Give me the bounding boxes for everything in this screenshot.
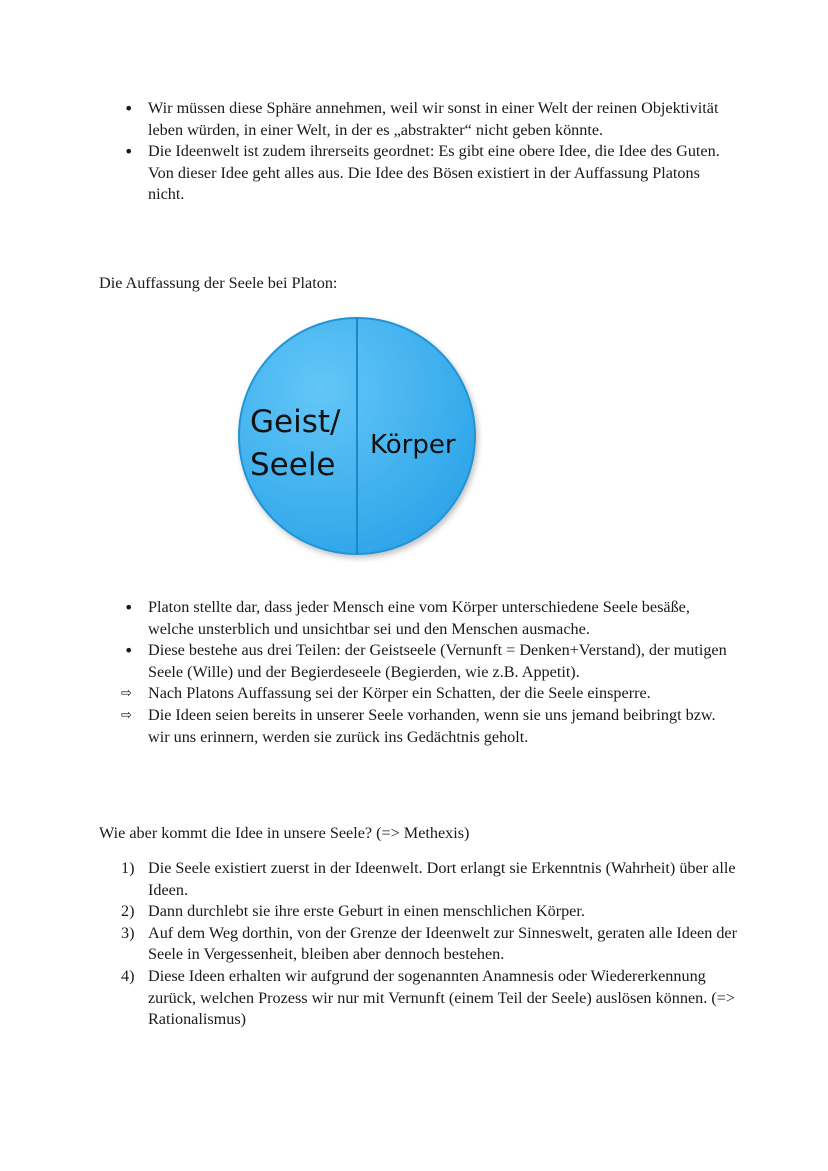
step-number: 3) [121,923,135,942]
list-item [0,705,828,748]
soul-heading: Die Auffassung der Seele bei Platon: [99,274,338,292]
list-item-text: Die Ideen seien bereits in unserer Seele vorhanden, wenn sie uns jemand beibringt bzw. wir uns erinnern, werden sie zurück ins Gedächtnis geholt. [148,705,716,746]
step-number: 4) [121,966,135,985]
diagram-left-label-line2: Seele [250,447,336,483]
list-item-text: Nach Platons Auffassung sei der Körper ein Schatten, der die Seele einsperre. [148,684,651,703]
list-item [0,683,828,705]
list-item-text: Wir müssen diese Sphäre annehmen, weil wir sonst in einer Welt der reinen Objektivität leben würden, in einer Welt, in der es „abstrakter“ nicht geben könnte. [148,99,719,139]
list-item [0,98,828,141]
diagram-right-label: Körper [370,430,456,460]
step-text: Die Seele existiert zuerst in der Ideenwelt. Dort erlangt sie Erkenntnis (Wahrheit) über alle Ideen. [148,859,736,899]
list-item [0,141,828,206]
list-item-text: Die Ideenwelt ist zudem ihrerseits geordnet: Es gibt eine obere Idee, die Idee des Guten. Von dieser Idee geht alles aus. Die Idee des Bösen existiert in der Auffassung Platons nicht. [148,142,720,204]
methexis-steps-list [0,858,828,1031]
list-item-text: Diese bestehe aus drei Teilen: der Geistseele (Vernunft = Denken+Verstand), der mutigen Seele (Wille) und der Begierdeseele (Begierden, wie z.B. Appetit). [148,641,727,681]
step-item [0,966,828,1031]
step-item [0,901,828,923]
bullet-icon: • [124,142,134,162]
bullet-icon: • [124,99,134,118]
diagram-left-label-line1: Geist/ [250,404,341,440]
step-text: Diese Ideen erhalten wir aufgrund der sogenannten Anamnesis oder Wiedererkennung zurück, welchen Prozess wir nur mit Vernunft (einem Teil der Seele) auslösen können. (=> Rationalismus) [148,966,735,1029]
step-text: Dann durchlebt sie ihre erste Geburt in einen menschlichen Körper. [148,902,585,921]
soul-body-diagram [232,312,482,562]
step-number: 2) [121,902,135,921]
soul-points-list [0,597,828,748]
bullet-icon: • [124,598,134,617]
methexis-heading: Wie aber kommt die Idee in unsere Seele? (=> Methexis) [99,824,470,842]
step-item [0,858,828,901]
step-item [0,923,828,966]
arrow-right-icon: ⇨ [121,707,132,723]
step-number: 1) [121,859,135,877]
intro-bullet-list [0,98,828,206]
arrow-right-icon: ⇨ [121,686,132,702]
bullet-icon: • [124,641,134,661]
list-item [0,640,828,683]
list-item [0,597,828,640]
list-item-text: Platon stellte dar, dass jeder Mensch eine vom Körper unterschiedene Seele besäße, welche unsterblich und unsichtbar sei und den Menschen ausmache. [148,598,690,638]
step-text: Auf dem Weg dorthin, von der Grenze der Ideenwelt zur Sinneswelt, geraten alle Ideen der Seele in Vergessenheit, bleiben aber dennoch bestehen. [148,923,738,964]
